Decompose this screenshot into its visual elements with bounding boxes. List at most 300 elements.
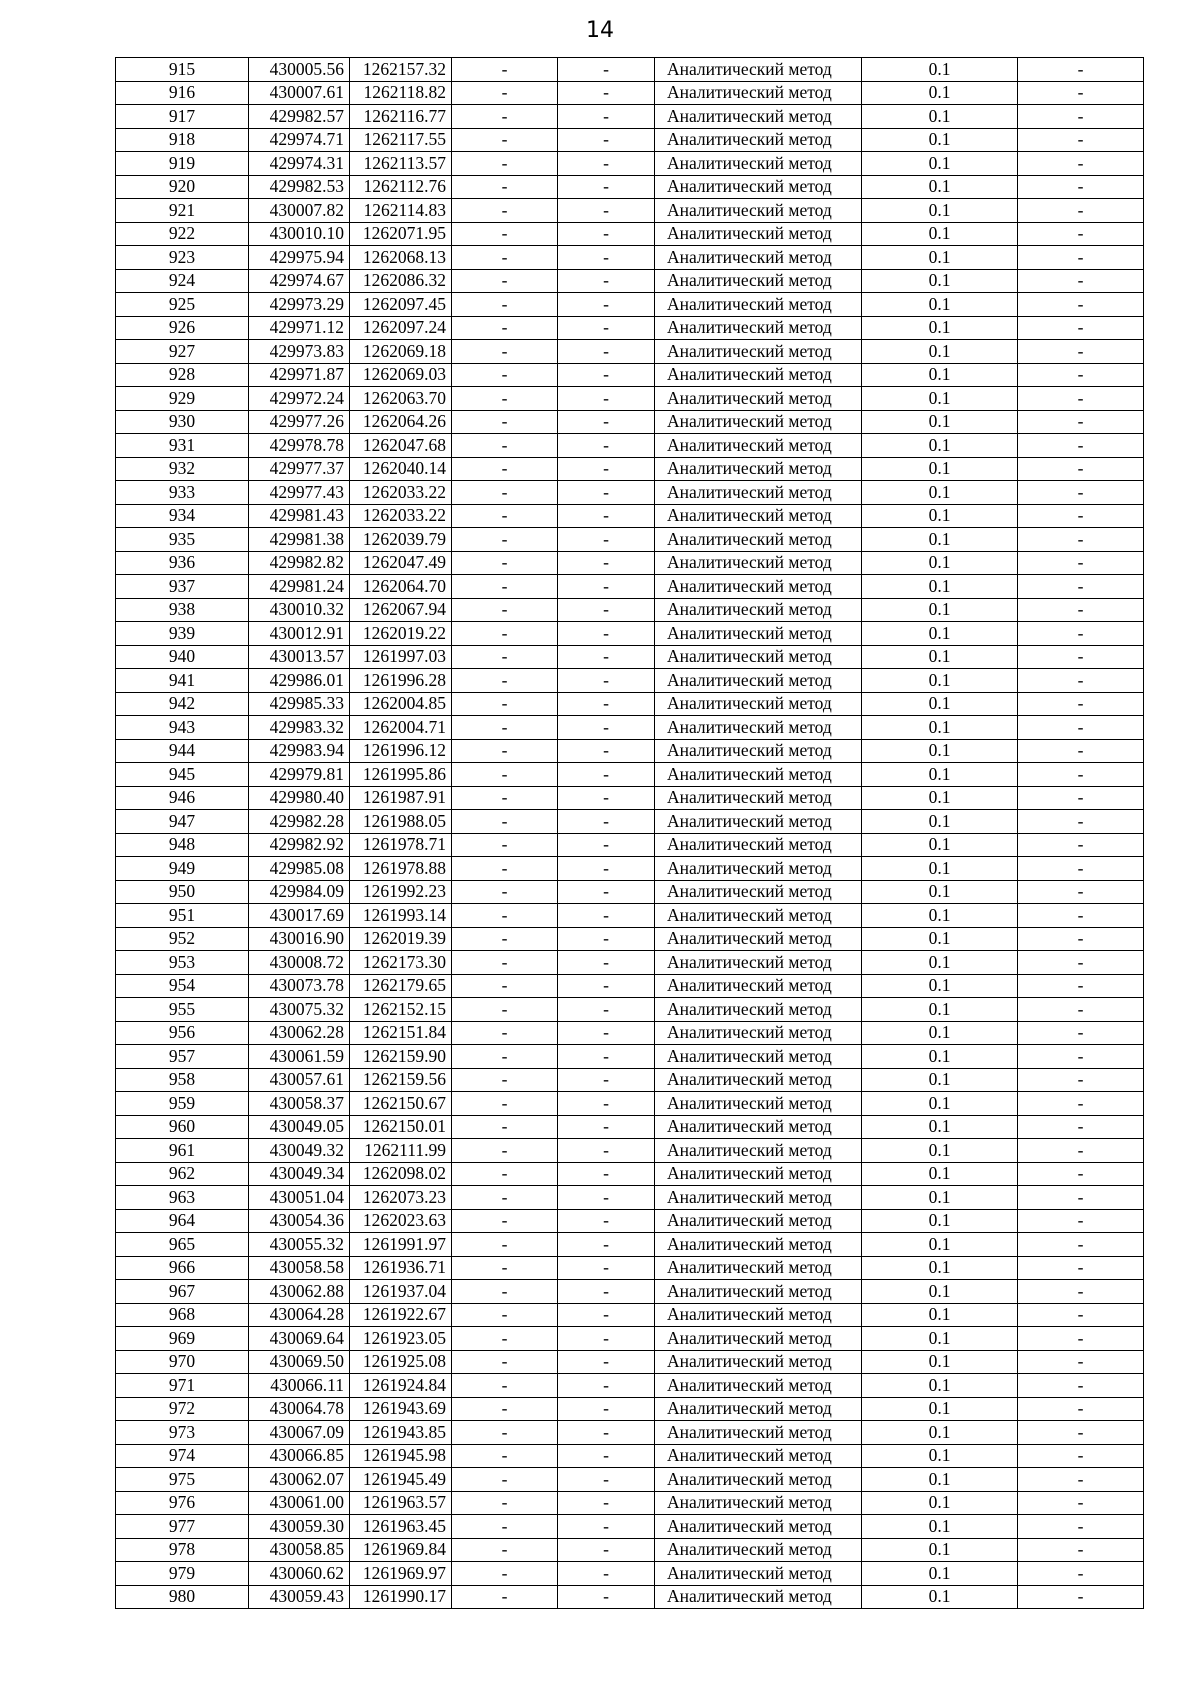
x-coordinate-cell: 429982.53 [249,175,350,199]
empty-cell-c: - [1018,951,1144,975]
empty-cell-b: - [558,904,655,928]
point-number-cell: 951 [116,904,249,928]
empty-cell-a: - [452,810,558,834]
x-coordinate-cell: 429980.40 [249,786,350,810]
table-row [116,293,1144,317]
table-row [116,1092,1144,1116]
empty-cell-b: - [558,1350,655,1374]
empty-cell-b: - [558,692,655,716]
empty-cell-c: - [1018,434,1144,458]
empty-cell-c: - [1018,105,1144,129]
x-coordinate-cell: 429982.92 [249,833,350,857]
empty-cell-c: - [1018,810,1144,834]
empty-cell-b: - [558,575,655,599]
x-coordinate-cell: 430016.90 [249,927,350,951]
empty-cell-a: - [452,598,558,622]
method-cell: Аналитический метод [655,340,862,364]
point-number-cell: 946 [116,786,249,810]
y-coordinate-cell: 1261924.84 [350,1374,452,1398]
method-cell: Аналитический метод [655,1162,862,1186]
y-coordinate-cell: 1262069.03 [350,363,452,387]
table-row [116,763,1144,787]
x-coordinate-cell: 429974.67 [249,269,350,293]
method-cell: Аналитический метод [655,1045,862,1069]
accuracy-cell: 0.1 [862,434,1018,458]
empty-cell-a: - [452,716,558,740]
y-coordinate-cell: 1262112.76 [350,175,452,199]
x-coordinate-cell: 430005.56 [249,58,350,82]
empty-cell-b: - [558,410,655,434]
empty-cell-c: - [1018,1491,1144,1515]
empty-cell-b: - [558,1280,655,1304]
method-cell: Аналитический метод [655,1468,862,1492]
method-cell: Аналитический метод [655,1421,862,1445]
accuracy-cell: 0.1 [862,551,1018,575]
point-number-cell: 943 [116,716,249,740]
y-coordinate-cell: 1261978.71 [350,833,452,857]
empty-cell-a: - [452,1303,558,1327]
empty-cell-a: - [452,1021,558,1045]
accuracy-cell: 0.1 [862,1585,1018,1609]
empty-cell-b: - [558,1515,655,1539]
empty-cell-c: - [1018,1139,1144,1163]
y-coordinate-cell: 1262064.70 [350,575,452,599]
empty-cell-c: - [1018,833,1144,857]
x-coordinate-cell: 429981.38 [249,528,350,552]
y-coordinate-cell: 1262064.26 [350,410,452,434]
point-number-cell: 928 [116,363,249,387]
empty-cell-a: - [452,998,558,1022]
table-row [116,457,1144,481]
y-coordinate-cell: 1261997.03 [350,645,452,669]
x-coordinate-cell: 429983.32 [249,716,350,740]
accuracy-cell: 0.1 [862,1350,1018,1374]
empty-cell-c: - [1018,340,1144,364]
empty-cell-b: - [558,1327,655,1351]
point-number-cell: 956 [116,1021,249,1045]
point-number-cell: 969 [116,1327,249,1351]
accuracy-cell: 0.1 [862,1538,1018,1562]
empty-cell-b: - [558,316,655,340]
empty-cell-b: - [558,763,655,787]
table-row [116,575,1144,599]
accuracy-cell: 0.1 [862,974,1018,998]
table-row [116,1233,1144,1257]
empty-cell-c: - [1018,1421,1144,1445]
table-row [116,1562,1144,1586]
x-coordinate-cell: 430073.78 [249,974,350,998]
accuracy-cell: 0.1 [862,1233,1018,1257]
x-coordinate-cell: 429982.28 [249,810,350,834]
empty-cell-b: - [558,128,655,152]
x-coordinate-cell: 430017.69 [249,904,350,928]
x-coordinate-cell: 430066.85 [249,1444,350,1468]
empty-cell-b: - [558,152,655,176]
empty-cell-a: - [452,1468,558,1492]
method-cell: Аналитический метод [655,269,862,293]
method-cell: Аналитический метод [655,1256,862,1280]
empty-cell-b: - [558,504,655,528]
method-cell: Аналитический метод [655,1115,862,1139]
page-number: 14 [586,18,614,43]
point-number-cell: 919 [116,152,249,176]
x-coordinate-cell: 429984.09 [249,880,350,904]
y-coordinate-cell: 1262098.02 [350,1162,452,1186]
method-cell: Аналитический метод [655,1021,862,1045]
x-coordinate-cell: 430010.10 [249,222,350,246]
empty-cell-b: - [558,1491,655,1515]
table-row [116,1491,1144,1515]
accuracy-cell: 0.1 [862,410,1018,434]
x-coordinate-cell: 430057.61 [249,1068,350,1092]
method-cell: Аналитический метод [655,1139,862,1163]
accuracy-cell: 0.1 [862,904,1018,928]
empty-cell-a: - [452,927,558,951]
accuracy-cell: 0.1 [862,1068,1018,1092]
method-cell: Аналитический метод [655,387,862,411]
x-coordinate-cell: 429981.24 [249,575,350,599]
y-coordinate-cell: 1261937.04 [350,1280,452,1304]
y-coordinate-cell: 1261987.91 [350,786,452,810]
method-cell: Аналитический метод [655,175,862,199]
empty-cell-c: - [1018,1585,1144,1609]
point-number-cell: 936 [116,551,249,575]
empty-cell-b: - [558,1468,655,1492]
y-coordinate-cell: 1261978.88 [350,857,452,881]
point-number-cell: 966 [116,1256,249,1280]
point-number-cell: 961 [116,1139,249,1163]
empty-cell-a: - [452,1350,558,1374]
accuracy-cell: 0.1 [862,128,1018,152]
table-row [116,692,1144,716]
y-coordinate-cell: 1262173.30 [350,951,452,975]
empty-cell-a: - [452,1421,558,1445]
accuracy-cell: 0.1 [862,316,1018,340]
empty-cell-c: - [1018,1397,1144,1421]
point-number-cell: 970 [116,1350,249,1374]
y-coordinate-cell: 1261969.84 [350,1538,452,1562]
empty-cell-b: - [558,669,655,693]
x-coordinate-cell: 430054.36 [249,1209,350,1233]
table-row [116,857,1144,881]
empty-cell-b: - [558,1421,655,1445]
empty-cell-c: - [1018,457,1144,481]
empty-cell-a: - [452,1139,558,1163]
y-coordinate-cell: 1262179.65 [350,974,452,998]
empty-cell-a: - [452,974,558,998]
method-cell: Аналитический метод [655,152,862,176]
x-coordinate-cell: 430061.00 [249,1491,350,1515]
empty-cell-c: - [1018,1256,1144,1280]
accuracy-cell: 0.1 [862,810,1018,834]
method-cell: Аналитический метод [655,1350,862,1374]
empty-cell-a: - [452,1209,558,1233]
empty-cell-b: - [558,246,655,270]
point-number-cell: 917 [116,105,249,129]
point-number-cell: 962 [116,1162,249,1186]
x-coordinate-cell: 430058.85 [249,1538,350,1562]
method-cell: Аналитический метод [655,1068,862,1092]
method-cell: Аналитический метод [655,1515,862,1539]
empty-cell-c: - [1018,1162,1144,1186]
x-coordinate-cell: 429977.37 [249,457,350,481]
table-row [116,105,1144,129]
empty-cell-a: - [452,1327,558,1351]
table-row [116,1350,1144,1374]
empty-cell-b: - [558,58,655,82]
method-cell: Аналитический метод [655,199,862,223]
y-coordinate-cell: 1261991.97 [350,1233,452,1257]
y-coordinate-cell: 1262047.68 [350,434,452,458]
empty-cell-a: - [452,1233,558,1257]
method-cell: Аналитический метод [655,363,862,387]
point-number-cell: 923 [116,246,249,270]
table-row [116,1186,1144,1210]
method-cell: Аналитический метод [655,739,862,763]
table-row [116,1303,1144,1327]
table-row [116,81,1144,105]
x-coordinate-cell: 429977.26 [249,410,350,434]
empty-cell-c: - [1018,152,1144,176]
accuracy-cell: 0.1 [862,1092,1018,1116]
empty-cell-b: - [558,1233,655,1257]
method-cell: Аналитический метод [655,1280,862,1304]
empty-cell-c: - [1018,1233,1144,1257]
empty-cell-c: - [1018,598,1144,622]
x-coordinate-cell: 429981.43 [249,504,350,528]
accuracy-cell: 0.1 [862,1397,1018,1421]
table-row [116,246,1144,270]
table-row [116,1468,1144,1492]
point-number-cell: 929 [116,387,249,411]
point-number-cell: 926 [116,316,249,340]
empty-cell-a: - [452,951,558,975]
y-coordinate-cell: 1261992.23 [350,880,452,904]
empty-cell-a: - [452,293,558,317]
empty-cell-c: - [1018,622,1144,646]
empty-cell-a: - [452,1491,558,1515]
empty-cell-b: - [558,1092,655,1116]
x-coordinate-cell: 430069.64 [249,1327,350,1351]
y-coordinate-cell: 1261943.85 [350,1421,452,1445]
method-cell: Аналитический метод [655,927,862,951]
empty-cell-b: - [558,1186,655,1210]
table-row [116,316,1144,340]
method-cell: Аналитический метод [655,434,862,458]
table-row [116,645,1144,669]
y-coordinate-cell: 1262004.71 [350,716,452,740]
x-coordinate-cell: 430075.32 [249,998,350,1022]
point-number-cell: 925 [116,293,249,317]
x-coordinate-cell: 429979.81 [249,763,350,787]
empty-cell-b: - [558,1139,655,1163]
empty-cell-c: - [1018,1280,1144,1304]
x-coordinate-cell: 430051.04 [249,1186,350,1210]
empty-cell-c: - [1018,81,1144,105]
empty-cell-c: - [1018,551,1144,575]
empty-cell-b: - [558,457,655,481]
accuracy-cell: 0.1 [862,528,1018,552]
empty-cell-a: - [452,316,558,340]
x-coordinate-cell: 430061.59 [249,1045,350,1069]
table-row [116,1538,1144,1562]
table-row [116,175,1144,199]
table-row [116,669,1144,693]
y-coordinate-cell: 1262033.22 [350,481,452,505]
table-row [116,1444,1144,1468]
empty-cell-b: - [558,857,655,881]
empty-cell-b: - [558,81,655,105]
method-cell: Аналитический метод [655,857,862,881]
accuracy-cell: 0.1 [862,481,1018,505]
empty-cell-a: - [452,1585,558,1609]
table-row [116,1021,1144,1045]
empty-cell-c: - [1018,880,1144,904]
empty-cell-c: - [1018,857,1144,881]
point-number-cell: 938 [116,598,249,622]
empty-cell-a: - [452,481,558,505]
accuracy-cell: 0.1 [862,504,1018,528]
accuracy-cell: 0.1 [862,105,1018,129]
empty-cell-c: - [1018,1538,1144,1562]
empty-cell-c: - [1018,1562,1144,1586]
method-cell: Аналитический метод [655,1562,862,1586]
y-coordinate-cell: 1261963.57 [350,1491,452,1515]
method-cell: Аналитический метод [655,669,862,693]
accuracy-cell: 0.1 [862,1327,1018,1351]
accuracy-cell: 0.1 [862,1256,1018,1280]
x-coordinate-cell: 430064.78 [249,1397,350,1421]
accuracy-cell: 0.1 [862,269,1018,293]
method-cell: Аналитический метод [655,58,862,82]
empty-cell-a: - [452,457,558,481]
method-cell: Аналитический метод [655,598,862,622]
empty-cell-c: - [1018,739,1144,763]
x-coordinate-cell: 430012.91 [249,622,350,646]
empty-cell-c: - [1018,716,1144,740]
y-coordinate-cell: 1261943.69 [350,1397,452,1421]
table-row [116,1256,1144,1280]
method-cell: Аналитический метод [655,974,862,998]
x-coordinate-cell: 429973.83 [249,340,350,364]
method-cell: Аналитический метод [655,880,862,904]
x-coordinate-cell: 429975.94 [249,246,350,270]
point-number-cell: 940 [116,645,249,669]
x-coordinate-cell: 430069.50 [249,1350,350,1374]
empty-cell-c: - [1018,1209,1144,1233]
x-coordinate-cell: 429986.01 [249,669,350,693]
point-number-cell: 972 [116,1397,249,1421]
point-number-cell: 952 [116,927,249,951]
empty-cell-c: - [1018,1444,1144,1468]
empty-cell-a: - [452,575,558,599]
point-number-cell: 976 [116,1491,249,1515]
table-row [116,1115,1144,1139]
method-cell: Аналитический метод [655,551,862,575]
method-cell: Аналитический метод [655,1585,862,1609]
y-coordinate-cell: 1262117.55 [350,128,452,152]
empty-cell-a: - [452,739,558,763]
method-cell: Аналитический метод [655,1092,862,1116]
table-row [116,58,1144,82]
y-coordinate-cell: 1261963.45 [350,1515,452,1539]
empty-cell-c: - [1018,1092,1144,1116]
accuracy-cell: 0.1 [862,246,1018,270]
accuracy-cell: 0.1 [862,1280,1018,1304]
accuracy-cell: 0.1 [862,833,1018,857]
x-coordinate-cell: 429983.94 [249,739,350,763]
point-number-cell: 979 [116,1562,249,1586]
method-cell: Аналитический метод [655,410,862,434]
empty-cell-a: - [452,1538,558,1562]
y-coordinate-cell: 1262150.67 [350,1092,452,1116]
empty-cell-a: - [452,833,558,857]
x-coordinate-cell: 430049.05 [249,1115,350,1139]
empty-cell-c: - [1018,199,1144,223]
empty-cell-c: - [1018,1045,1144,1069]
table-row [116,1515,1144,1539]
method-cell: Аналитический метод [655,763,862,787]
table-row [116,1068,1144,1092]
point-number-cell: 974 [116,1444,249,1468]
empty-cell-c: - [1018,904,1144,928]
point-number-cell: 924 [116,269,249,293]
accuracy-cell: 0.1 [862,998,1018,1022]
table-row [116,1585,1144,1609]
x-coordinate-cell: 430010.32 [249,598,350,622]
point-number-cell: 932 [116,457,249,481]
method-cell: Аналитический метод [655,316,862,340]
empty-cell-b: - [558,105,655,129]
empty-cell-b: - [558,880,655,904]
method-cell: Аналитический метод [655,1538,862,1562]
method-cell: Аналитический метод [655,504,862,528]
table-row [116,1162,1144,1186]
table-row [116,598,1144,622]
empty-cell-c: - [1018,222,1144,246]
point-number-cell: 949 [116,857,249,881]
empty-cell-a: - [452,222,558,246]
empty-cell-a: - [452,1444,558,1468]
point-number-cell: 978 [116,1538,249,1562]
method-cell: Аналитический метод [655,105,862,129]
table-row [116,551,1144,575]
method-cell: Аналитический метод [655,128,862,152]
point-number-cell: 922 [116,222,249,246]
method-cell: Аналитический метод [655,904,862,928]
empty-cell-b: - [558,645,655,669]
empty-cell-a: - [452,246,558,270]
point-number-cell: 931 [116,434,249,458]
y-coordinate-cell: 1262097.45 [350,293,452,317]
x-coordinate-cell: 430058.58 [249,1256,350,1280]
y-coordinate-cell: 1262113.57 [350,152,452,176]
x-coordinate-cell: 430064.28 [249,1303,350,1327]
empty-cell-b: - [558,1162,655,1186]
table-row [116,1280,1144,1304]
empty-cell-c: - [1018,528,1144,552]
empty-cell-a: - [452,1068,558,1092]
method-cell: Аналитический метод [655,528,862,552]
x-coordinate-cell: 430066.11 [249,1374,350,1398]
y-coordinate-cell: 1262151.84 [350,1021,452,1045]
table-row [116,974,1144,998]
table-row [116,1209,1144,1233]
point-number-cell: 935 [116,528,249,552]
x-coordinate-cell: 430007.82 [249,199,350,223]
x-coordinate-cell: 430060.62 [249,1562,350,1586]
point-number-cell: 953 [116,951,249,975]
